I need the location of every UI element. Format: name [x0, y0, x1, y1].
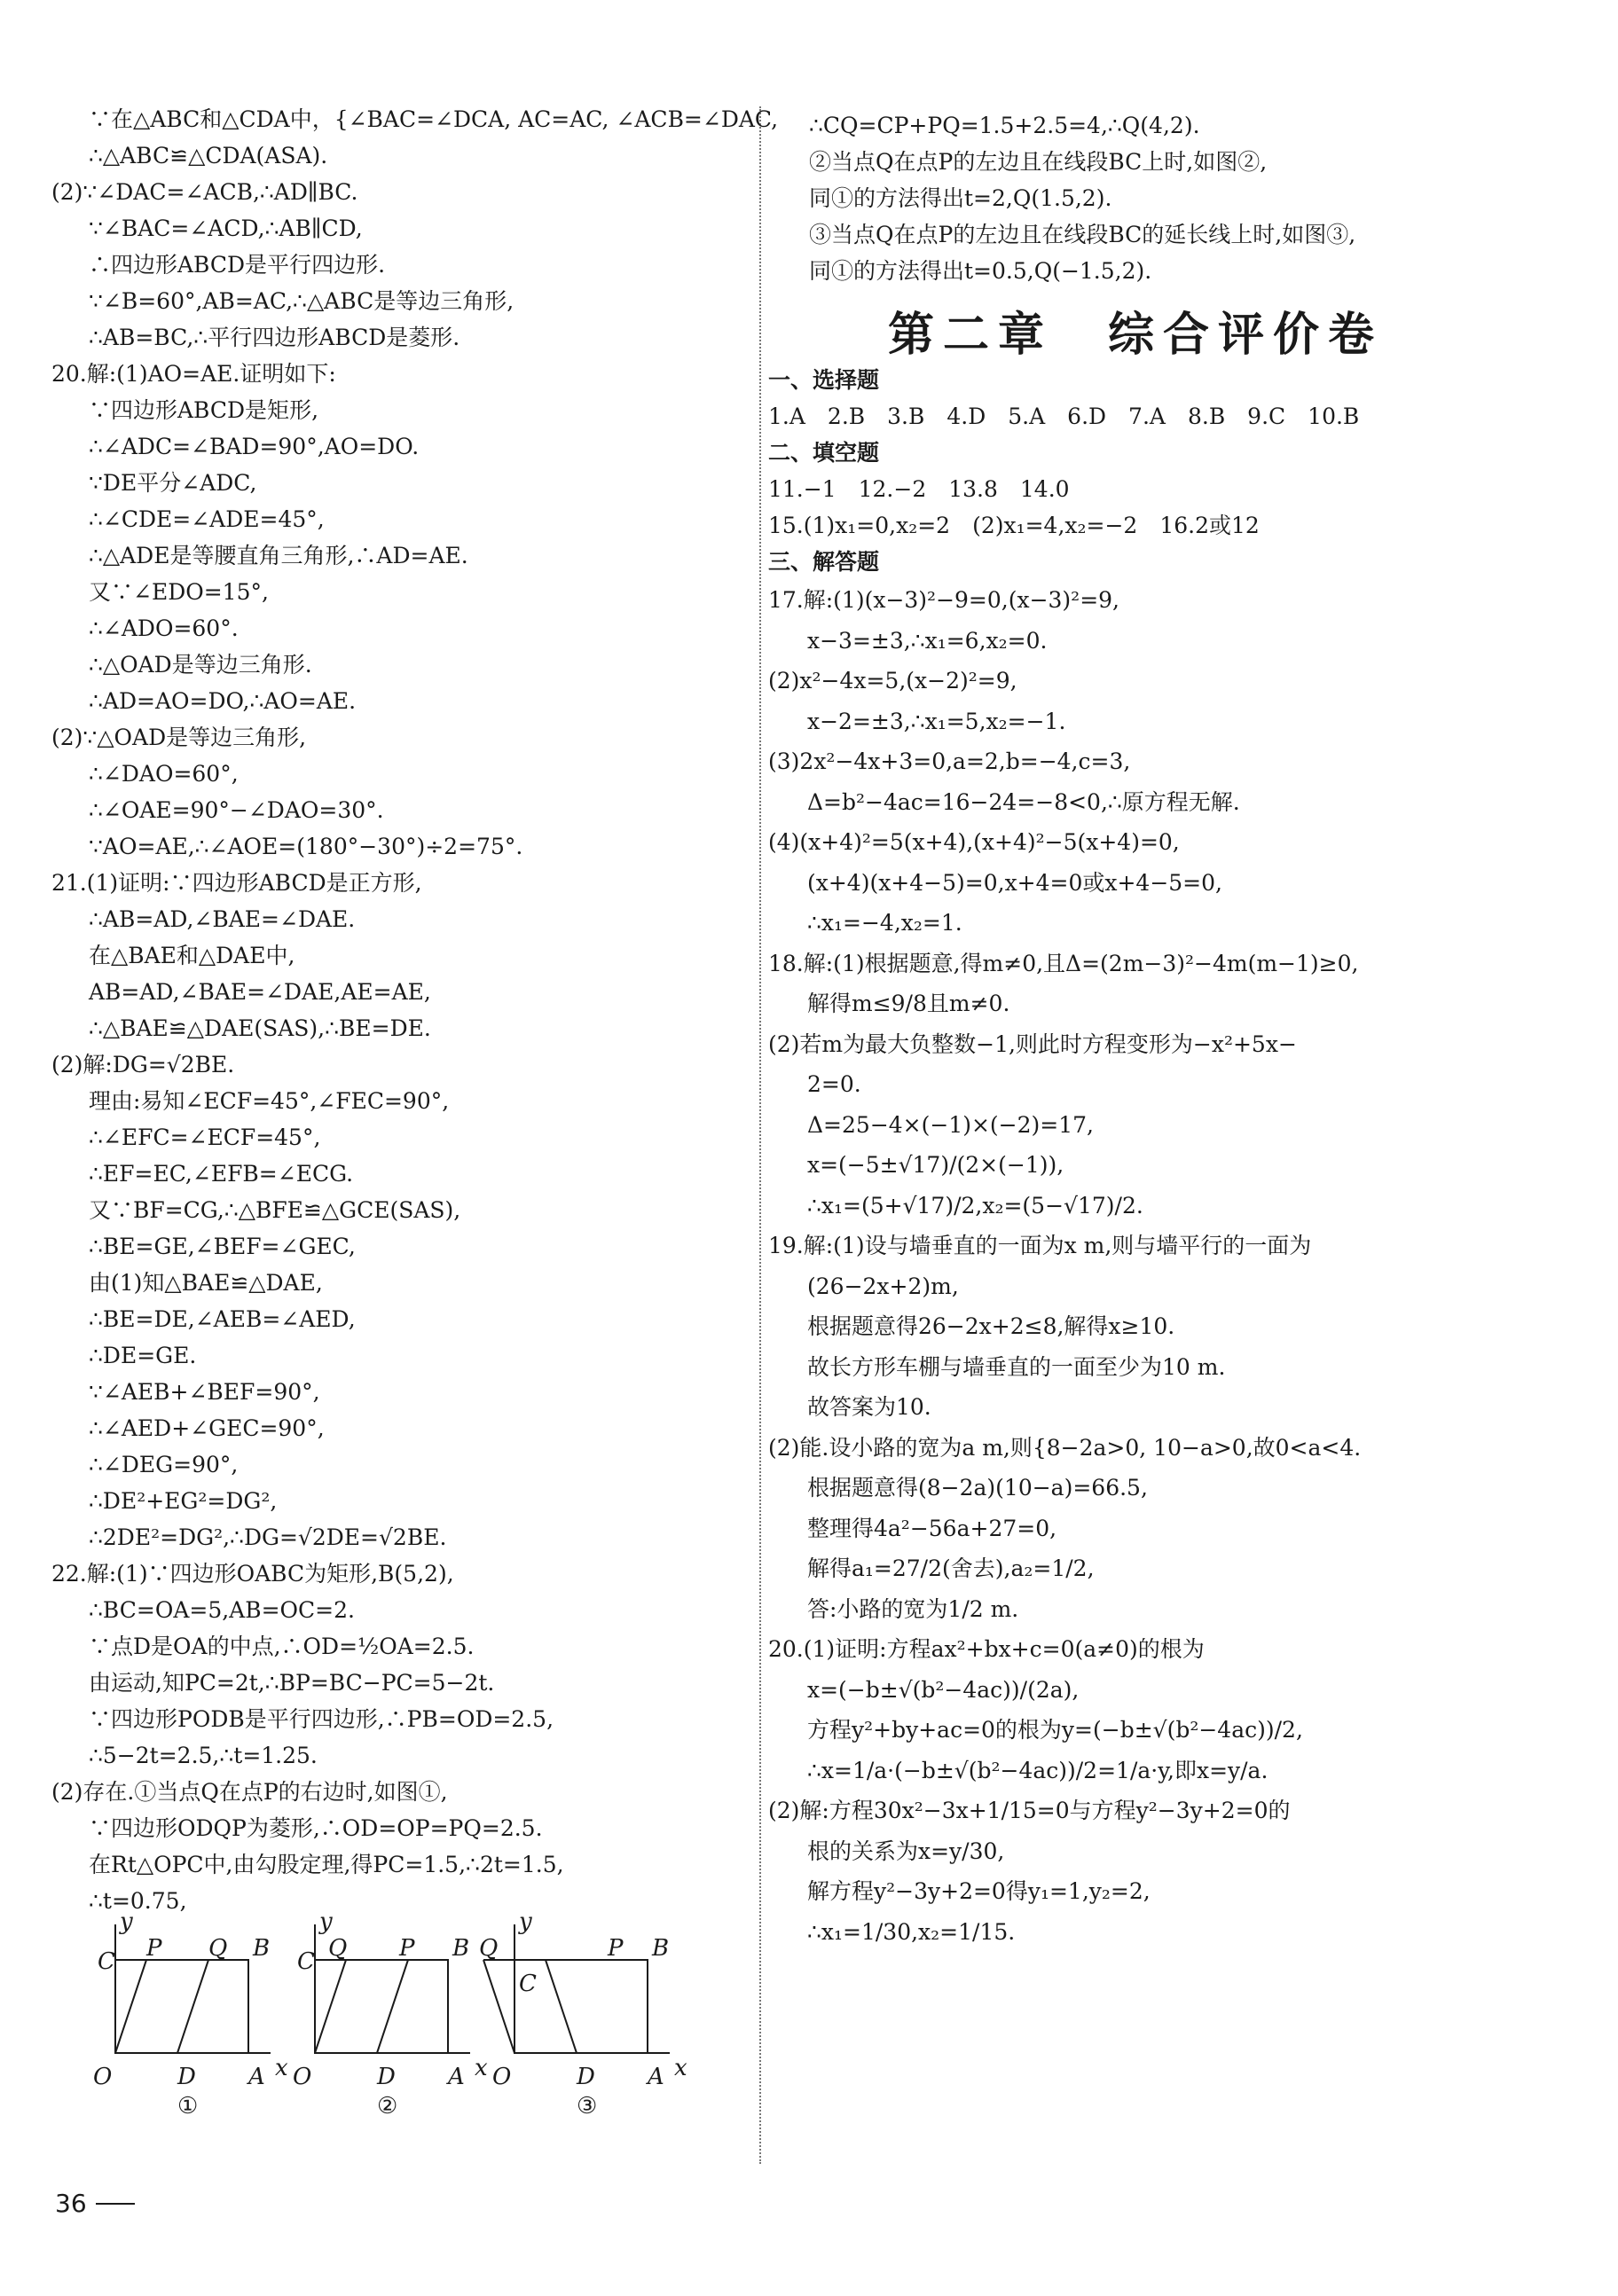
right-column-answer-lines-line: 根的关系为x=y/30,	[807, 1838, 1005, 1864]
section-label-solve: 三、解答题	[768, 549, 880, 575]
left-column-lines-line: (2)∵△OAD是等边三角形,	[51, 725, 307, 750]
left-column-lines-line: ∴四边形ABCD是平行四边形.	[89, 252, 386, 278]
figure-label: D	[177, 2064, 196, 2090]
right-column-top-lines-line: ∴CQ=CP+PQ=1.5+2.5=4,∴Q(4,2).	[809, 113, 1200, 138]
figure-label: y	[120, 1911, 133, 1935]
left-column-lines-line: ∴AB=BC,∴平行四边形ABCD是菱形.	[89, 325, 460, 350]
column-divider	[759, 106, 761, 2164]
choice-answers: 1.A 2.B 3.B 4.D 5.A 6.D 7.A 8.B 9.C 10.B	[768, 404, 1360, 429]
right-column-top-lines-line: ②当点Q在点P的左边且在线段BC上时,如图②,	[809, 149, 1268, 175]
right-column-answer-lines-line: (2)x²−4x=5,(x−2)²=9,	[768, 668, 1017, 694]
section-label-fill: 二、填空题	[768, 440, 880, 466]
left-column-lines-line: ∵在△ABC和△CDA中，{∠BAC=∠DCA, AC=AC, ∠ACB=∠DAC,	[89, 106, 779, 132]
figure-caption: ③	[577, 2093, 598, 2115]
right-column-answer-lines-line: x−2=±3,∴x₁=5,x₂=−1.	[807, 708, 1066, 734]
right-column-answer-lines-line: ∴x₁=−4,x₂=1.	[807, 910, 962, 936]
left-column-lines-line: ∴∠ADO=60°.	[89, 615, 239, 641]
right-column-answer-lines-line: x=(−5±√17)/(2×(−1)),	[807, 1152, 1064, 1178]
left-column-lines-line: ∵DE平分∠ADC,	[89, 470, 257, 496]
left-column-lines-line: 21.(1)证明:∵四边形ABCD是正方形,	[51, 870, 422, 896]
left-column-lines-line: ∴DE²+EG²=DG²,	[89, 1488, 278, 1514]
left-column-lines-line: ∵四边形PODB是平行四边形,∴PB=OD=2.5,	[89, 1706, 554, 1732]
right-column-answer-lines-line: (26−2x+2)m,	[807, 1273, 959, 1299]
fill-answers-line-1: 11.−1 12.−2 13.8 14.0	[768, 476, 1070, 502]
left-column-lines-line: ∴BE=GE,∠BEF=∠GEC,	[89, 1234, 356, 1259]
right-column-answer-lines-line: 解得m≤9/8且m≠0.	[807, 991, 1010, 1016]
right-column-answer-lines-line: ∴x₁=1/30,x₂=1/15.	[807, 1918, 1016, 1945]
figure-label: x	[674, 2055, 687, 2081]
left-column-lines-line: ∴DE=GE.	[89, 1343, 197, 1368]
figure-label: O	[492, 2064, 512, 2090]
figure-label: B	[452, 1935, 470, 1962]
figure-label: A	[248, 2064, 265, 2090]
right-column-answer-lines-line: 根据题意得26−2x+2≤8,解得x≥10.	[807, 1313, 1175, 1339]
right-column-answer-lines-line: ∴x₁=(5+√17)/2,x₂=(5−√17)/2.	[807, 1192, 1143, 1219]
right-column-answer-lines-line: Δ=b²−4ac=16−24=−8<0,∴原方程无解.	[807, 788, 1240, 815]
figure-2	[293, 1911, 488, 2115]
left-column-lines-line: ∴∠OAE=90°−∠DAO=30°.	[89, 797, 384, 823]
left-column-lines-line: AB=AD,∠BAE=∠DAE,AE=AE,	[89, 979, 431, 1005]
left-column-lines-line: (2)∵∠DAC=∠ACB,∴AD∥BC.	[51, 179, 358, 205]
left-column-lines-line: ∴BC=OA=5,AB=OC=2.	[89, 1597, 355, 1623]
right-column-answer-lines-line: (2)若m为最大负整数−1,则此时方程变形为−x²+5x−	[768, 1030, 1297, 1057]
section-label-choice: 一、选择题	[768, 367, 880, 393]
left-column-lines-line: 由(1)知△BAE≌△DAE,	[89, 1270, 323, 1296]
figure-label: y	[519, 1911, 532, 1935]
figure-label: y	[319, 1911, 333, 1935]
right-column-answer-lines-line: (x+4)(x+4−5)=0,x+4=0或x+4−5=0,	[807, 869, 1222, 896]
left-column-lines-line: 又∵BF=CG,∴△BFE≌△GCE(SAS),	[89, 1197, 461, 1223]
figure-label: P	[399, 1935, 415, 1962]
figure-label: C	[519, 1971, 537, 1997]
figure-label: x	[475, 2055, 488, 2081]
figure-caption: ②	[377, 2093, 398, 2115]
right-column-answer-lines-line: 19.解:(1)设与墙垂直的一面为x m,则与墙平行的一面为	[768, 1233, 1312, 1258]
right-column-answer-lines-line: 根据题意得(8−2a)(10−a)=66.5,	[807, 1475, 1148, 1501]
fill-answers-line-2: 15.(1)x₁=0,x₂=2 (2)x₁=4,x₂=−2 16.2或12	[768, 513, 1260, 538]
right-column-answer-lines-line: 解方程y²−3y+2=0得y₁=1,y₂=2,	[807, 1878, 1151, 1904]
figure-label: x	[275, 2055, 288, 2081]
left-column-lines-line: ∴AD=AO=DO,∴AO=AE.	[89, 688, 357, 714]
left-column-lines-line: ∴5−2t=2.5,∴t=1.25.	[89, 1743, 318, 1768]
left-column-lines-line: ∵∠BAC=∠ACD,∴AB∥CD,	[89, 215, 363, 241]
right-column-answer-lines-line: 答:小路的宽为1/2 m.	[807, 1595, 1019, 1622]
left-column-lines-line: 又∵∠EDO=15°,	[89, 579, 269, 605]
left-column-lines-line: ∵四边形ABCD是矩形,	[89, 397, 319, 423]
left-column-lines-line: ∴t=0.75,	[89, 1888, 187, 1914]
left-column-lines-line: ∴∠CDE=∠ADE=45°,	[89, 506, 325, 532]
left-column-lines-line: ∴∠ADC=∠BAD=90°,AO=DO.	[89, 434, 420, 459]
left-column-lines-line: ∴∠DAO=60°,	[89, 761, 239, 787]
right-column-answer-lines-line: 17.解:(1)(x−3)²−9=0,(x−3)²=9,	[768, 587, 1120, 613]
left-column-lines-line: ∴∠DEG=90°,	[89, 1452, 239, 1477]
figure-label: P	[146, 1935, 162, 1962]
left-column-lines-line: ∵点D是OA的中点,∴OD=½OA=2.5.	[89, 1634, 475, 1659]
left-column-lines-line: 由运动,知PC=2t,∴BP=BC−PC=5−2t.	[89, 1670, 495, 1696]
right-column-answer-lines-line: 故长方形车棚与墙垂直的一面至少为10 m.	[807, 1353, 1226, 1380]
figure-label: B	[652, 1935, 670, 1962]
right-column-answer-lines-line: 18.解:(1)根据题意,得m≠0,且Δ=(2m−3)²−4m(m−1)≥0,	[768, 950, 1359, 976]
left-column-lines-line: ∴∠EFC=∠ECF=45°,	[89, 1124, 321, 1150]
right-column-top-lines-line: 同①的方法得出t=0.5,Q(−1.5,2).	[809, 258, 1152, 284]
figures-svg	[93, 1911, 714, 2115]
figure-label: Q	[479, 1935, 499, 1962]
left-column-lines-line: ∵AO=AE,∴∠AOE=(180°−30°)÷2=75°.	[89, 834, 523, 859]
figure-label: Q	[328, 1935, 348, 1962]
right-column-answer-lines-line: x−3=±3,∴x₁=6,x₂=0.	[807, 627, 1048, 654]
right-column-answer-lines-line: (4)(x+4)²=5(x+4),(x+4)²−5(x+4)=0,	[768, 829, 1180, 855]
motion-figures	[93, 1911, 714, 2119]
left-column-lines-line: (2)存在.①当点Q在点P的右边时,如图①,	[51, 1779, 448, 1805]
left-column-lines-line: ∴AB=AD,∠BAE=∠DAE.	[89, 906, 356, 932]
right-column-answer-lines-line: ∴x=1/a·(−b±√(b²−4ac))/2=1/a·y,即x=y/a.	[807, 1757, 1268, 1783]
figure-label: C	[297, 1948, 315, 1975]
left-column-lines-line: ∴EF=EC,∠EFB=∠ECG.	[89, 1161, 354, 1187]
left-column-lines-line: ∵∠AEB+∠BEF=90°,	[89, 1379, 320, 1405]
right-column-top-lines-line: ③当点Q在点P的左边且在线段BC的延长线上时,如图③,	[809, 222, 1356, 247]
left-column-lines-line: ∴2DE²=DG²,∴DG=√2DE=√2BE.	[89, 1524, 447, 1550]
figure-caption: ①	[177, 2093, 199, 2115]
left-column-lines-line: ∴∠AED+∠GEC=90°,	[89, 1415, 325, 1441]
right-column-answer-lines-line: 整理得4a²−56a+27=0,	[807, 1515, 1057, 1541]
right-column-top-lines-line: 同①的方法得出t=2,Q(1.5,2).	[809, 185, 1112, 211]
page-number: 36	[55, 2189, 87, 2218]
left-column-lines-line: 20.解:(1)AO=AE.证明如下:	[51, 361, 336, 387]
chapter-title: 第二章 综合评价卷	[887, 309, 1383, 362]
right-column-answer-lines-line: 20.(1)证明:方程ax²+bx+c=0(a≠0)的根为	[768, 1636, 1205, 1662]
figure-label: P	[608, 1935, 624, 1962]
figure-label: O	[293, 2064, 312, 2090]
figure-label: D	[377, 2064, 396, 2090]
right-column-answer-lines-line: (2)解:方程30x²−3x+1/15=0与方程y²−3y+2=0的	[768, 1798, 1291, 1823]
left-column-lines-line: 理由:易知∠ECF=45°,∠FEC=90°,	[89, 1088, 450, 1114]
right-column-answer-lines-line: 解得a₁=27/2(舍去),a₂=1/2,	[807, 1555, 1095, 1581]
figure-label: A	[648, 2064, 664, 2090]
page-number-dash	[96, 2203, 135, 2205]
left-column-lines-line: (2)解:DG=√2BE.	[51, 1052, 235, 1077]
figure-label: C	[98, 1948, 115, 1975]
figure-label: D	[577, 2064, 595, 2090]
right-column-answer-lines-line: x=(−b±√(b²−4ac))/(2a),	[807, 1676, 1080, 1703]
left-column-lines-line: ∴△BAE≌△DAE(SAS),∴BE=DE.	[89, 1015, 431, 1041]
right-column-answer-lines-line: 故答案为10.	[807, 1394, 931, 1420]
left-column-lines-line: ∴△ADE是等腰直角三角形,∴AD=AE.	[89, 543, 468, 568]
right-column-answer-lines-line: 2=0.	[807, 1071, 861, 1097]
left-column-lines-line: ∴△ABC≌△CDA(ASA).	[89, 143, 328, 168]
right-column-answer-lines-line: Δ=25−4×(−1)×(−2)=17,	[807, 1111, 1094, 1138]
left-column-lines-line: 在Rt△OPC中,由勾股定理,得PC=1.5,∴2t=1.5,	[89, 1852, 564, 1877]
left-column-lines-line: 22.解:(1)∵四边形OABC为矩形,B(5,2),	[51, 1561, 454, 1587]
figure-label: A	[448, 2064, 465, 2090]
left-column-lines-line: ∴△OAD是等边三角形.	[89, 652, 312, 678]
figure-label: O	[93, 2064, 113, 2090]
left-column-lines-line: ∵四边形ODQP为菱形,∴OD=OP=PQ=2.5.	[89, 1815, 543, 1841]
figure-1	[93, 1911, 288, 2115]
figure-3	[479, 1911, 687, 2115]
figure-label: Q	[208, 1935, 228, 1962]
right-column-answer-lines-line: (2)能.设小路的宽为a m,则{8−2a>0, 10−a>0,故0<a<4.	[768, 1434, 1362, 1461]
figure-label: B	[253, 1935, 271, 1962]
right-column-answer-lines-line: (3)2x²−4x+3=0,a=2,b=−4,c=3,	[768, 748, 1131, 774]
right-column-answer-lines-line: 方程y²+by+ac=0的根为y=(−b±√(b²−4ac))/2,	[807, 1717, 1303, 1743]
left-column-lines-line: ∴BE=DE,∠AEB=∠AED,	[89, 1306, 356, 1332]
left-column-lines-line: ∵∠B=60°,AB=AC,∴△ABC是等边三角形,	[89, 288, 514, 314]
left-column-lines-line: 在△BAE和△DAE中,	[89, 943, 295, 968]
